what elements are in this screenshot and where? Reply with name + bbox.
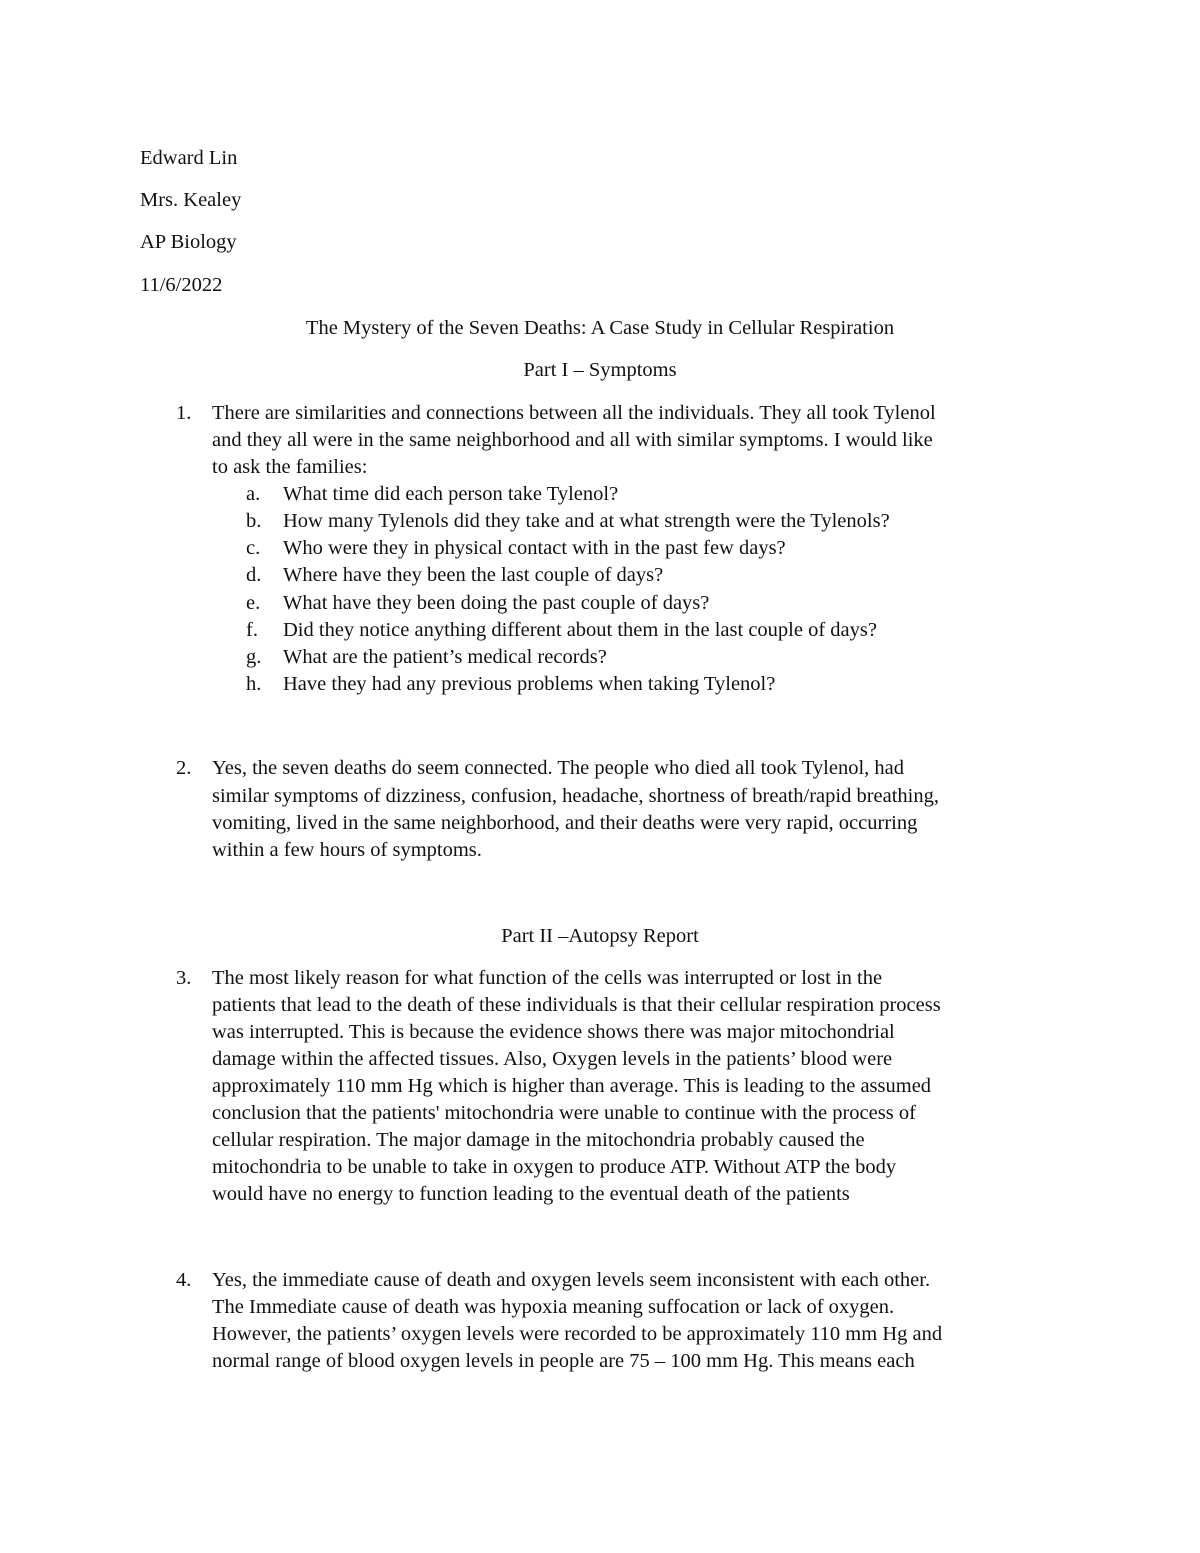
subq-letter: c. bbox=[246, 537, 261, 559]
q3-line: mitochondria to be unable to take in oxygen to produce ATP. Without ATP the body bbox=[212, 1156, 897, 1178]
q3-line: would have no energy to function leading to the eventual death of the patients bbox=[212, 1183, 850, 1205]
q2-number: 2. bbox=[176, 757, 192, 779]
q1-line: There are similarities and connections between all the individuals. They all took Tylenol bbox=[212, 402, 936, 424]
q2-line: similar symptoms of dizziness, confusion, headache, shortness of breath/rapid breathing, bbox=[212, 785, 939, 807]
q4-line: The Immediate cause of death was hypoxia meaning suffocation or lack of oxygen. bbox=[212, 1296, 895, 1318]
q2-line: Yes, the seven deaths do seem connected. The people who died all took Tylenol, had bbox=[212, 757, 904, 779]
subq-letter: d. bbox=[246, 564, 262, 586]
q1-line: to ask the families: bbox=[212, 456, 368, 478]
subq-text: Have they had any previous problems when taking Tylenol? bbox=[283, 673, 776, 695]
q4-line: normal range of blood oxygen levels in people are 75 – 100 mm Hg. This means each bbox=[212, 1350, 915, 1372]
subq-text: What are the patient’s medical records? bbox=[283, 646, 607, 668]
student-name: Edward Lin bbox=[140, 147, 238, 169]
course-name: AP Biology bbox=[140, 231, 237, 253]
subq-letter: f. bbox=[246, 619, 258, 641]
q3-line: approximately 110 mm Hg which is higher than average. This is leading to the assumed bbox=[212, 1075, 932, 1097]
subq-text: Who were they in physical contact with in the past few days? bbox=[283, 537, 786, 559]
q3-line: cellular respiration. The major damage in the mitochondria probably caused the bbox=[212, 1129, 865, 1151]
q3-line: damage within the affected tissues. Also, Oxygen levels in the patients’ blood were bbox=[212, 1048, 893, 1070]
q3-line: The most likely reason for what function of the cells was interrupted or lost in the bbox=[212, 967, 883, 989]
q2-line: vomiting, lived in the same neighborhood, and their deaths were very rapid, occurring bbox=[212, 812, 918, 834]
q3-line: was interrupted. This is because the evidence shows there was major mitochondrial bbox=[212, 1021, 895, 1043]
subq-letter: a. bbox=[246, 483, 261, 505]
subq-text: What time did each person take Tylenol? bbox=[283, 483, 619, 505]
q4-line: However, the patients’ oxygen levels were recorded to be approximately 110 mm Hg and bbox=[212, 1323, 943, 1345]
document-date: 11/6/2022 bbox=[140, 274, 223, 296]
teacher-name: Mrs. Kealey bbox=[140, 189, 242, 211]
subq-letter: h. bbox=[246, 673, 262, 695]
part2-heading: Part II –Autopsy Report bbox=[501, 925, 699, 947]
subq-letter: e. bbox=[246, 592, 261, 614]
q3-line: conclusion that the patients' mitochondria were unable to continue with the process of bbox=[212, 1102, 916, 1124]
document-title: The Mystery of the Seven Deaths: A Case Study in Cellular Respiration bbox=[305, 317, 895, 339]
q3-number: 3. bbox=[176, 967, 192, 989]
subq-text: What have they been doing the past couple of days? bbox=[283, 592, 710, 614]
q2-line: within a few hours of symptoms. bbox=[212, 839, 482, 861]
q4-line: Yes, the immediate cause of death and oxygen levels seem inconsistent with each other. bbox=[212, 1269, 931, 1291]
subq-text: Where have they been the last couple of days? bbox=[283, 564, 664, 586]
subq-letter: g. bbox=[246, 646, 262, 668]
subq-text: How many Tylenols did they take and at what strength were the Tylenols? bbox=[283, 510, 890, 532]
subq-text: Did they notice anything different about them in the last couple of days? bbox=[283, 619, 877, 641]
q3-line: patients that lead to the death of these individuals is that their cellular respiration process bbox=[212, 994, 941, 1016]
q1-line: and they all were in the same neighborhood and all with similar symptoms. I would like bbox=[212, 429, 933, 451]
q4-number: 4. bbox=[176, 1269, 192, 1291]
q1-number: 1. bbox=[176, 402, 192, 424]
part1-heading: Part I – Symptoms bbox=[523, 359, 677, 381]
subq-letter: b. bbox=[246, 510, 262, 532]
